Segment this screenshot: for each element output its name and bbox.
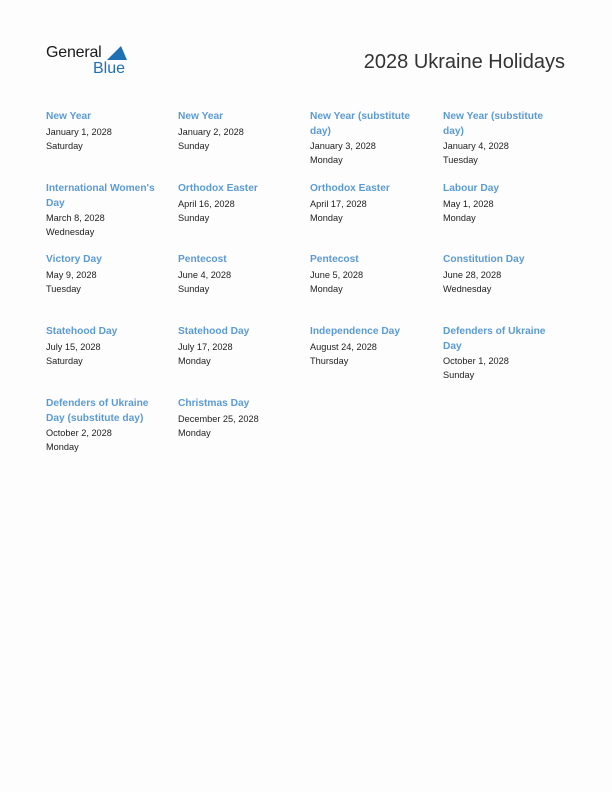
logo-triangle-icon — [107, 46, 127, 60]
holiday-weekday: Monday — [178, 427, 211, 438]
holiday-weekday: Sunday — [178, 212, 210, 223]
holiday-name: Defenders of Ukraine Day — [443, 326, 546, 352]
holiday-name: Pentecost — [178, 254, 227, 265]
holiday-date: August 24, 2028 — [310, 341, 377, 352]
page-title: 2028 Ukraine Holidays — [363, 51, 565, 73]
holiday-date: December 25, 2028 — [178, 413, 259, 424]
holiday-name: Independence Day — [310, 326, 401, 337]
holiday-name: New Year — [46, 111, 92, 122]
holiday-date: June 28, 2028 — [443, 269, 502, 280]
holiday-item — [443, 110, 565, 167]
holiday-name: New Year — [178, 111, 224, 122]
holiday-date: January 3, 2028 — [310, 141, 376, 151]
holiday-item — [178, 325, 300, 368]
holiday-name: Orthodox Easter — [310, 183, 390, 194]
holiday-date: October 2, 2028 — [46, 428, 112, 438]
holiday-item — [46, 397, 168, 454]
holiday-name: Orthodox Easter — [178, 183, 258, 194]
holiday-weekday: Monday — [46, 442, 79, 452]
holiday-weekday: Monday — [310, 212, 343, 223]
holiday-date: April 17, 2028 — [310, 198, 367, 209]
holiday-date: January 2, 2028 — [178, 126, 244, 137]
holiday-name: International Women's Day — [46, 183, 155, 209]
holiday-name: Victory Day — [46, 254, 102, 265]
holiday-item — [310, 182, 432, 225]
holiday-weekday: Monday — [310, 283, 343, 294]
holiday-weekday: Monday — [178, 355, 211, 366]
logo-blue-text: Blue — [93, 60, 126, 77]
holiday-name: Statehood Day — [178, 326, 250, 337]
holiday-weekday: Saturday — [46, 355, 83, 366]
logo-general-text: General — [46, 44, 102, 61]
holiday-item — [178, 397, 300, 440]
holiday-item — [443, 253, 565, 296]
holiday-weekday: Monday — [310, 155, 343, 165]
holiday-item — [46, 253, 168, 296]
holiday-date: June 4, 2028 — [178, 269, 232, 280]
holiday-weekday: Wednesday — [443, 283, 492, 294]
holiday-weekday: Tuesday — [46, 283, 81, 294]
holiday-name: Statehood Day — [46, 326, 118, 337]
holiday-name: New Year (substitute day) — [310, 111, 411, 137]
holiday-item — [310, 325, 432, 368]
holiday-date: October 1, 2028 — [443, 356, 509, 366]
holiday-item — [443, 325, 565, 382]
holiday-name: Defenders of Ukraine Day (substitute day) — [46, 398, 149, 424]
holiday-item — [178, 110, 300, 153]
holiday-date: January 4, 2028 — [443, 141, 509, 151]
holiday-item — [46, 182, 168, 239]
holiday-weekday: Sunday — [178, 283, 210, 294]
generalblue-logo — [46, 44, 136, 80]
holiday-weekday: Sunday — [178, 140, 210, 151]
holiday-item — [178, 182, 300, 225]
holiday-date: June 5, 2028 — [310, 269, 364, 280]
holiday-item — [46, 325, 168, 368]
holiday-date: July 15, 2028 — [46, 341, 101, 352]
holiday-weekday: Thursday — [310, 355, 349, 366]
holiday-item — [310, 110, 432, 167]
holiday-name: Pentecost — [310, 254, 359, 265]
holiday-date: July 17, 2028 — [178, 341, 233, 352]
holiday-weekday: Sunday — [443, 370, 475, 380]
holiday-date: May 1, 2028 — [443, 198, 494, 209]
holiday-name: Christmas Day — [178, 398, 250, 409]
holiday-date: May 9, 2028 — [46, 269, 97, 280]
holiday-weekday: Wednesday — [46, 227, 95, 237]
holiday-item — [46, 110, 168, 153]
holiday-name: New Year (substitute day) — [443, 111, 544, 137]
holiday-item — [443, 182, 565, 225]
holiday-item — [310, 253, 432, 296]
holiday-date: January 1, 2028 — [46, 126, 112, 137]
holiday-date: March 8, 2028 — [46, 213, 105, 223]
holiday-name: Labour Day — [443, 183, 500, 194]
holiday-weekday: Saturday — [46, 140, 83, 151]
holiday-item — [178, 253, 300, 296]
holiday-name: Constitution Day — [443, 254, 525, 265]
holiday-weekday: Monday — [443, 212, 476, 223]
holiday-weekday: Tuesday — [443, 155, 478, 165]
holiday-date: April 16, 2028 — [178, 198, 235, 209]
